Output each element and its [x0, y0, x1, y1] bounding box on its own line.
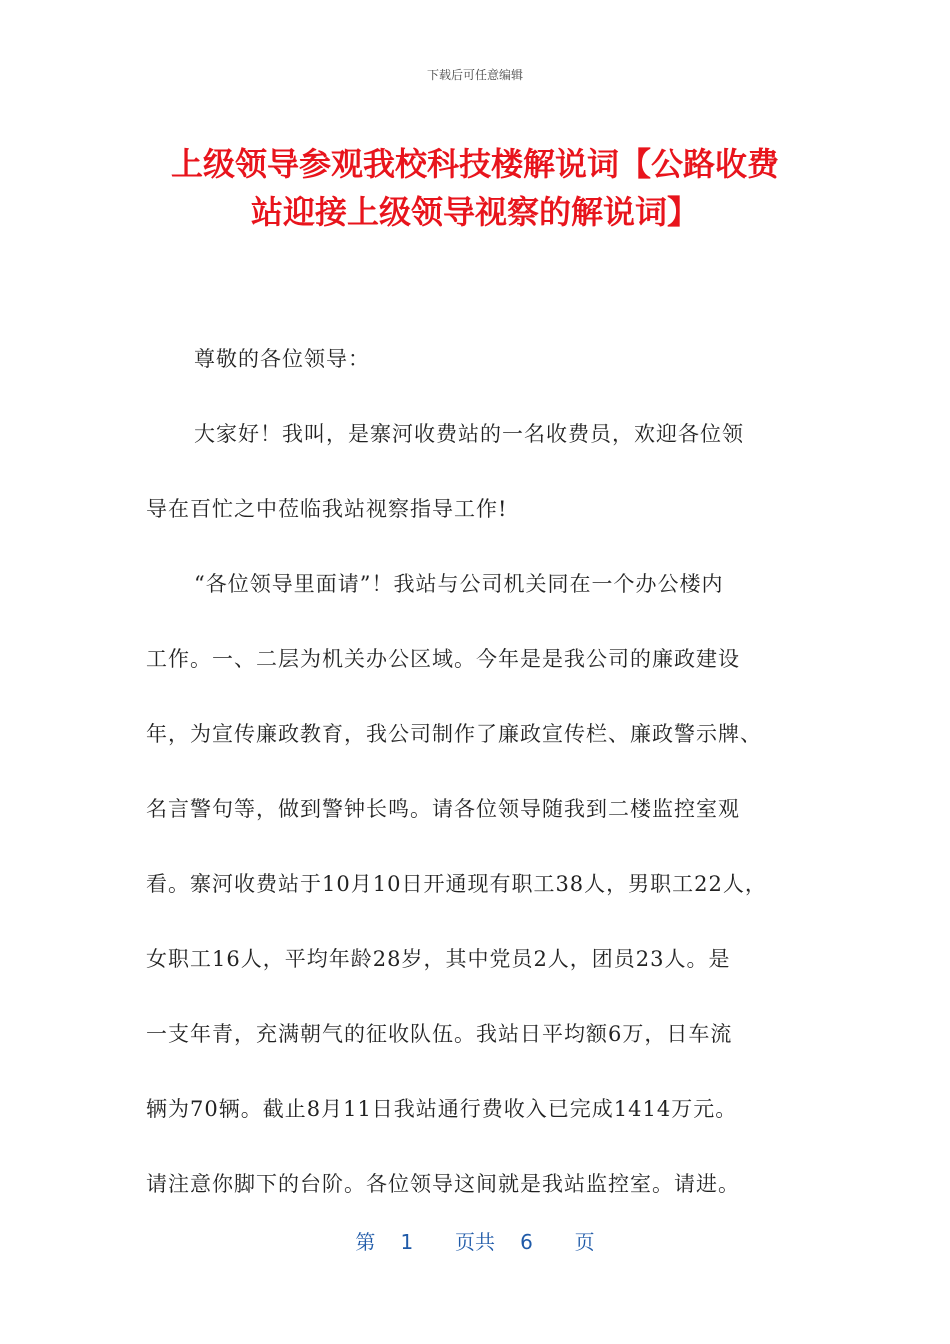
- body-line: 导在百忙之中莅临我站视察指导工作!: [146, 497, 508, 521]
- body-line: 工作。一、二层为机关办公区域。今年是是我公司的廉政建设: [146, 647, 740, 671]
- body-line: 女职工16人，平均年龄28岁，其中党员2人，团员23人。是: [146, 947, 731, 971]
- body-line: “各位领导里面请”！我站与公司机关同在一个办公楼内: [194, 572, 724, 596]
- body-line: 看。寨河收费站于10月10日开通现有职工38人，男职工22人，: [146, 872, 767, 896]
- page-label-prefix: 第: [355, 1230, 376, 1254]
- header-note: 下载后可任意编辑: [426, 68, 523, 82]
- page-label-suffix: 页: [574, 1230, 595, 1254]
- title-line: 上级领导参观我校科技楼解说词【公路收费: [170, 145, 779, 183]
- body-line: 年，为宣传廉政教育，我公司制作了廉政宣传栏、廉政警示牌、: [146, 722, 762, 746]
- page-label-mid: 页共: [455, 1230, 495, 1254]
- body-line: 辆为70辆。截止8月11日我站通行费收入已完成1414万元。: [146, 1097, 738, 1121]
- current-page-number: 1: [400, 1230, 414, 1254]
- page-footer: [0, 1226, 950, 1255]
- total-pages-number: 6: [520, 1230, 533, 1254]
- body-line: 大家好！我叫，是寨河收费站的一名收费员，欢迎各位领: [194, 422, 744, 446]
- document-body: [146, 322, 822, 1222]
- title-line: 站迎接上级领导视察的解说词】: [250, 193, 699, 231]
- body-line: 请注意你脚下的台阶。各位领导这间就是我站监控室。请进。: [146, 1172, 740, 1196]
- body-line: 名言警句等，做到警钟长鸣。请各位领导随我到二楼监控室观: [146, 797, 740, 821]
- salutation: 尊敬的各位领导：: [194, 347, 370, 371]
- body-line: 一支年青，充满朝气的征收队伍。我站日平均额6万，日车流: [146, 1022, 733, 1046]
- document-title: [140, 140, 810, 236]
